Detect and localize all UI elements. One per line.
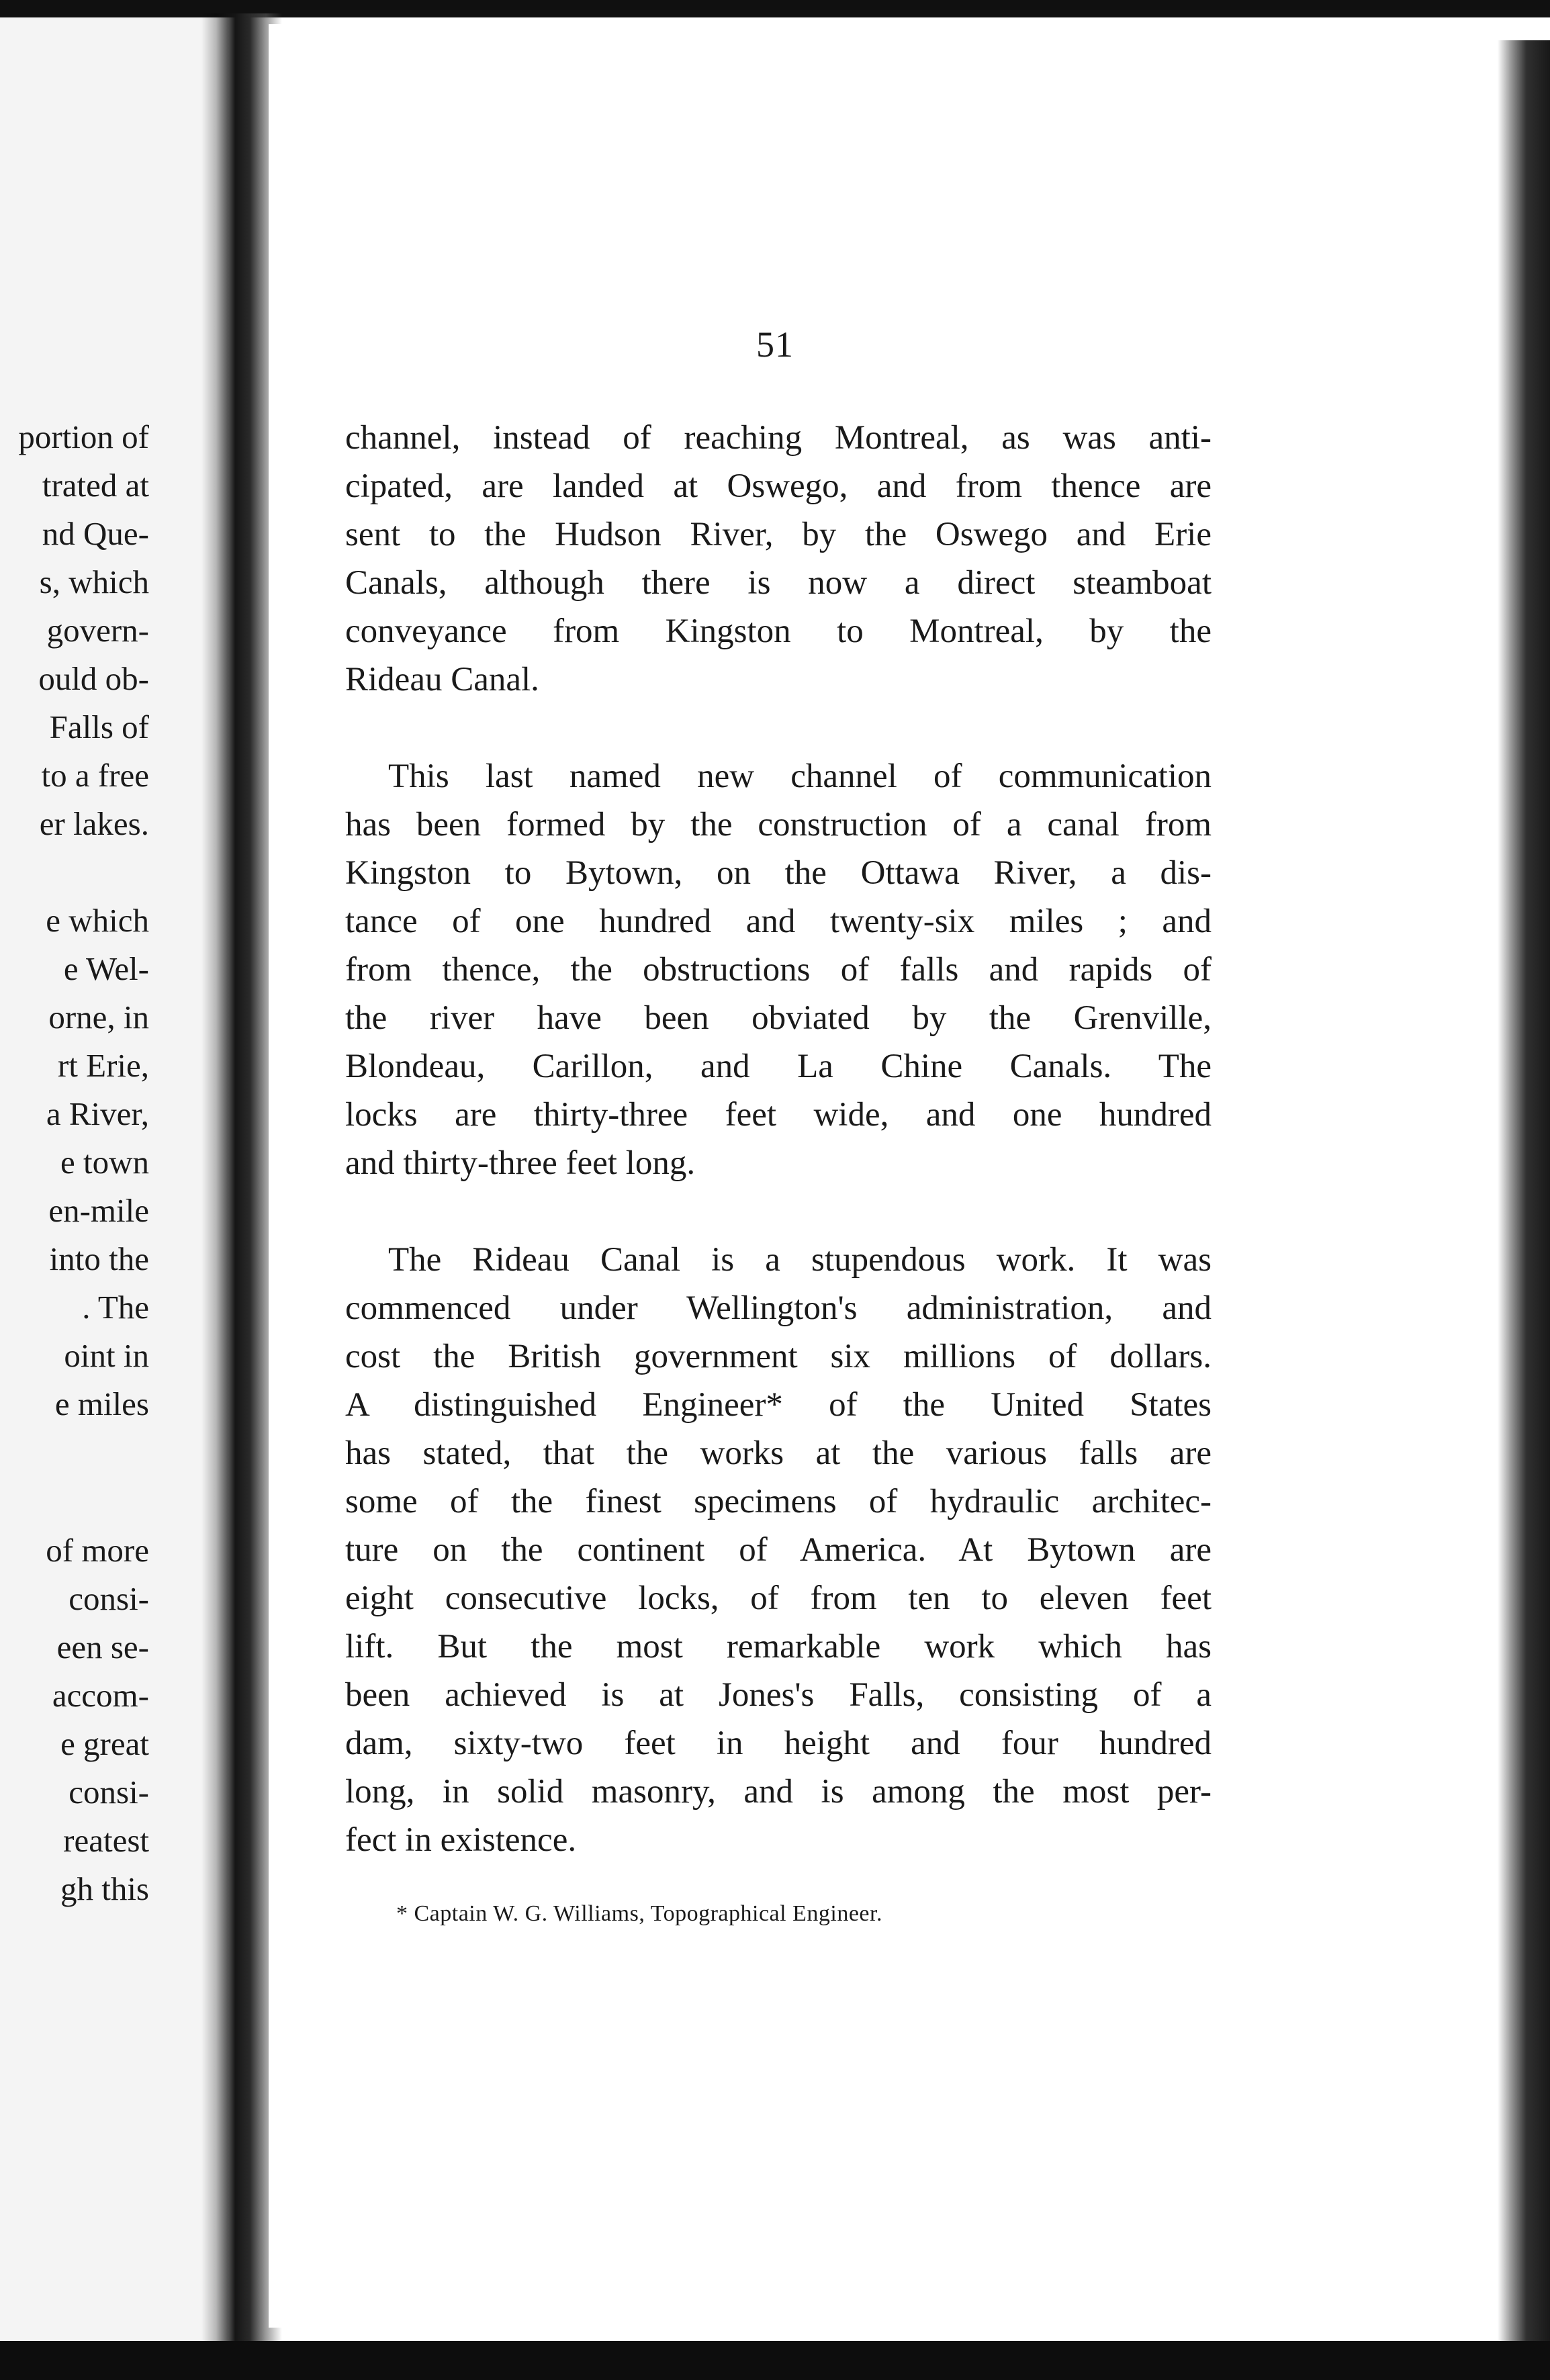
footnote: * Captain W. G. Williams, Topographical Engineer. bbox=[396, 1901, 882, 1926]
text-line: Kingston to Bytown, on the Ottawa River, a dis- bbox=[345, 854, 1212, 892]
left-fragment: govern- bbox=[46, 612, 149, 649]
paragraph-1 bbox=[345, 414, 1212, 704]
left-fragment: een se- bbox=[56, 1629, 149, 1665]
left-fragment: oint in bbox=[64, 1337, 149, 1374]
text-line: lift. But the most remarkable work which has bbox=[345, 1628, 1212, 1665]
text-line: cost the British government six millions of dollars. bbox=[345, 1338, 1212, 1375]
text-line: the river have been obviated by the Grenville, bbox=[345, 999, 1212, 1037]
left-fragment: portion of bbox=[18, 418, 149, 455]
left-fragment: e miles bbox=[54, 1385, 149, 1422]
right-page-edge bbox=[1498, 40, 1550, 2350]
text-line: Rideau Canal. bbox=[345, 661, 539, 698]
text-line: A distinguished Engineer* of the United States bbox=[345, 1386, 1212, 1424]
text-line: eight consecutive locks, of from ten to eleven feet bbox=[345, 1580, 1212, 1617]
text-line: has stated, that the works at the various falls are bbox=[345, 1434, 1212, 1472]
left-fragment: s, which bbox=[39, 563, 149, 600]
left-fragment: nd Que- bbox=[42, 515, 149, 552]
text-line: long, in solid masonry, and is among the most per- bbox=[345, 1773, 1212, 1811]
text-line: tance of one hundred and twenty-six miles ; and bbox=[345, 903, 1212, 940]
text-line: has been formed by the construction of a canal from bbox=[345, 806, 1212, 843]
left-fragment: accom- bbox=[52, 1677, 149, 1714]
text-line: and thirty-three feet long. bbox=[345, 1144, 696, 1182]
bottom-scan-border bbox=[0, 2341, 1550, 2380]
left-fragment: reatest bbox=[63, 1822, 149, 1859]
left-fragment: consi- bbox=[69, 1774, 149, 1811]
text-line: The Rideau Canal is a stupendous work. It was bbox=[388, 1241, 1212, 1279]
text-line: been achieved is at Jones's Falls, consisting of a bbox=[345, 1676, 1212, 1714]
left-fragment: to a free bbox=[41, 757, 149, 794]
text-line: Canals, although there is now a direct steamboat bbox=[345, 564, 1212, 602]
left-fragment: into the bbox=[49, 1240, 149, 1277]
page-number: 51 bbox=[756, 324, 794, 365]
left-fragment: e great bbox=[60, 1725, 149, 1762]
text-line: This last named new channel of communication bbox=[388, 758, 1212, 795]
text-line: channel, instead of reaching Montreal, as was anti- bbox=[345, 419, 1212, 457]
left-fragment: e Wel- bbox=[63, 950, 149, 987]
text-line: conveyance from Kingston to Montreal, by the bbox=[345, 612, 1212, 650]
text-line: locks are thirty-three feet wide, and one hundred bbox=[345, 1096, 1212, 1134]
text-line: sent to the Hudson River, by the Oswego and Erie bbox=[345, 516, 1212, 553]
left-facing-page bbox=[0, 17, 228, 2341]
left-fragment: e which bbox=[46, 902, 149, 939]
left-fragment: en-mile bbox=[48, 1192, 149, 1229]
text-line: commenced under Wellington's administration, and bbox=[345, 1289, 1212, 1327]
left-fragment: . The bbox=[82, 1289, 149, 1326]
left-fragment: e town bbox=[60, 1144, 149, 1181]
left-fragment: gh this bbox=[60, 1870, 149, 1907]
left-fragment: consi- bbox=[69, 1580, 149, 1617]
text-line: from thence, the obstructions of falls and rapids of bbox=[345, 951, 1212, 989]
left-fragment: Falls of bbox=[49, 708, 149, 745]
left-fragment: rt Erie, bbox=[57, 1047, 149, 1084]
left-fragment: a River, bbox=[46, 1095, 149, 1132]
left-fragment: of more bbox=[46, 1532, 149, 1569]
text-line: Blondeau, Carillon, and La Chine Canals. The bbox=[345, 1048, 1212, 1085]
text-line: fect in existence. bbox=[345, 1821, 577, 1859]
left-fragment: trated at bbox=[42, 467, 149, 504]
left-fragment: er lakes. bbox=[39, 805, 149, 842]
text-line: dam, sixty-two feet in height and four hundred bbox=[345, 1725, 1212, 1762]
left-fragment: orne, in bbox=[48, 999, 149, 1036]
text-line: some of the finest specimens of hydraulic architec- bbox=[345, 1483, 1212, 1520]
text-line: cipated, are landed at Oswego, and from thence are bbox=[345, 467, 1212, 505]
text-line: ture on the continent of America. At Bytown are bbox=[345, 1531, 1212, 1569]
paragraph-2 bbox=[345, 752, 1212, 1187]
paragraph-3 bbox=[345, 1236, 1212, 1864]
left-fragment: ould ob- bbox=[38, 660, 149, 697]
